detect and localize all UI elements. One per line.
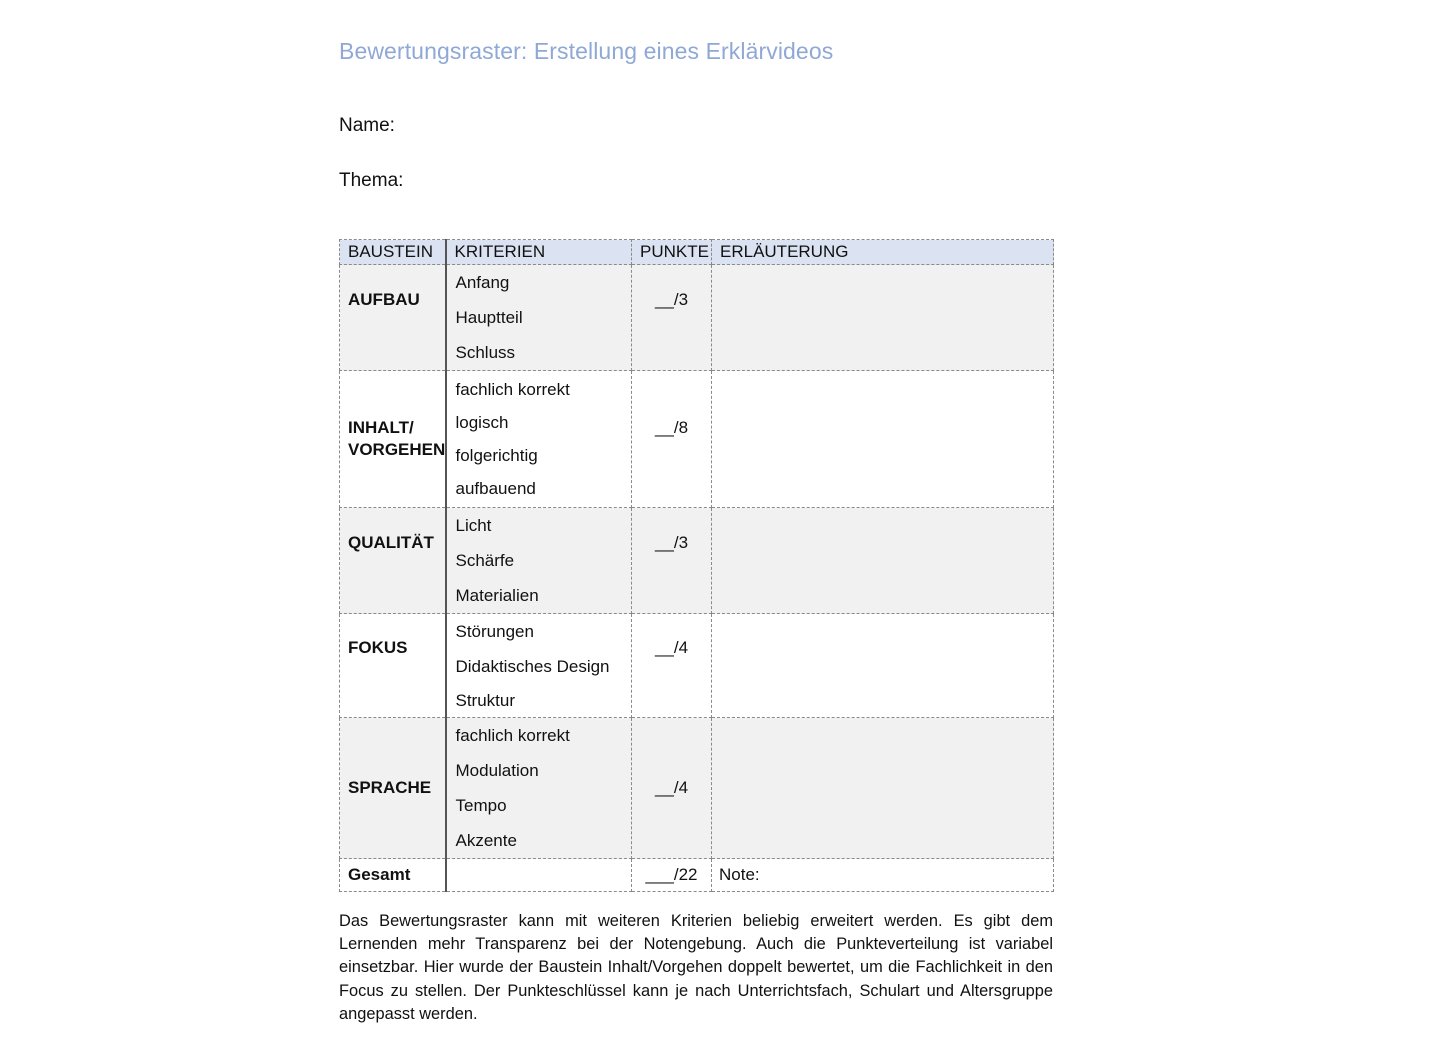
total-points: ___/22 <box>632 859 712 892</box>
criterion: Hauptteil <box>455 308 523 327</box>
punkte-cell <box>632 718 712 859</box>
points-score: __/8 <box>654 418 689 437</box>
baustein-sprache <box>340 718 446 859</box>
kriterien-cell <box>446 265 632 371</box>
total-label: Gesamt <box>340 859 446 892</box>
table-row <box>340 265 1054 371</box>
baustein-inhalt-vorgehen <box>340 371 446 508</box>
rubric-table <box>339 239 1054 892</box>
baustein-label: QUALITÄT <box>348 532 434 552</box>
criterion: Anfang <box>455 273 510 292</box>
total-kriterien-cell <box>446 859 632 892</box>
baustein-aufbau <box>340 265 446 371</box>
erlaeuterung-cell <box>712 614 1054 718</box>
criterion: Akzente <box>455 831 517 850</box>
erlaeuterung-cell <box>712 508 1054 614</box>
header-kriterien: KRITERIEN <box>446 240 632 265</box>
criterion: Didaktisches Design <box>455 657 610 676</box>
points-score: __/4 <box>654 637 689 657</box>
kriterien-cell <box>446 614 632 718</box>
erlaeuterung-cell <box>712 718 1054 859</box>
baustein-qualitaet <box>340 508 446 614</box>
criterion: Modulation <box>455 761 539 780</box>
baustein-label: AUFBAU <box>348 289 420 309</box>
criterion: folgerichtig <box>455 446 538 465</box>
punkte-cell <box>632 371 712 508</box>
punkte-cell <box>632 508 712 614</box>
table-row <box>340 614 1054 718</box>
baustein-fokus <box>340 614 446 718</box>
punkte-cell <box>632 614 712 718</box>
punkte-cell <box>632 265 712 371</box>
criterion: fachlich korrekt <box>455 380 570 399</box>
points-score: __/3 <box>654 289 689 309</box>
kriterien-cell <box>446 371 632 508</box>
criterion: Struktur <box>455 691 516 710</box>
kriterien-cell <box>446 508 632 614</box>
criterion: Störungen <box>455 622 534 641</box>
name-label: Name: <box>339 115 395 136</box>
table-header-row <box>340 240 1054 265</box>
baustein-label-line: INHALT/ <box>348 418 414 437</box>
total-row <box>340 859 1054 892</box>
criterion: aufbauend <box>455 479 536 498</box>
table-row <box>340 508 1054 614</box>
header-punkte: PUNKTE <box>632 240 712 265</box>
kriterien-cell <box>446 718 632 859</box>
header-erlaeuterung: ERLÄUTERUNG <box>712 240 1054 265</box>
criterion: Schärfe <box>455 551 515 570</box>
criterion: Tempo <box>455 796 507 815</box>
theme-label: Thema: <box>339 170 404 191</box>
points-score: __/3 <box>654 532 689 552</box>
erlaeuterung-cell <box>712 265 1054 371</box>
baustein-label: FOKUS <box>348 637 408 657</box>
baustein-label-line: VORGEHEN <box>348 440 446 459</box>
erlaeuterung-cell <box>712 371 1054 508</box>
table-row <box>340 718 1054 859</box>
table-row <box>340 371 1054 508</box>
criterion: Materialien <box>455 586 539 605</box>
explanation-paragraph: Das Bewertungsraster kann mit weiteren Kriterien beliebig erweitert werden. Es gibt dem Lernenden mehr Transparenz bei der Notengebung. Auch die Punkteverteilung ist variabel einsetzbar. Hier wurde der Baustein Inhalt/Vorgehen doppelt bewertet, um die Fachlichkeit in den Focus zu stellen. Der Punkteschlüssel kann je nach Unterrichtsfach, Schulart und Altersgruppe angepasst werden. <box>339 912 1053 1023</box>
criterion: logisch <box>455 413 509 432</box>
criterion: Licht <box>455 516 492 535</box>
criterion: Schluss <box>455 343 516 362</box>
baustein-label: SPRACHE <box>348 778 432 797</box>
document-title: Bewertungsraster: Erstellung eines Erklärvideos <box>339 38 834 64</box>
points-score: __/4 <box>654 778 689 797</box>
header-baustein: BAUSTEIN <box>340 240 446 265</box>
criterion: fachlich korrekt <box>455 726 570 745</box>
grade-label: Note: <box>712 859 1054 892</box>
